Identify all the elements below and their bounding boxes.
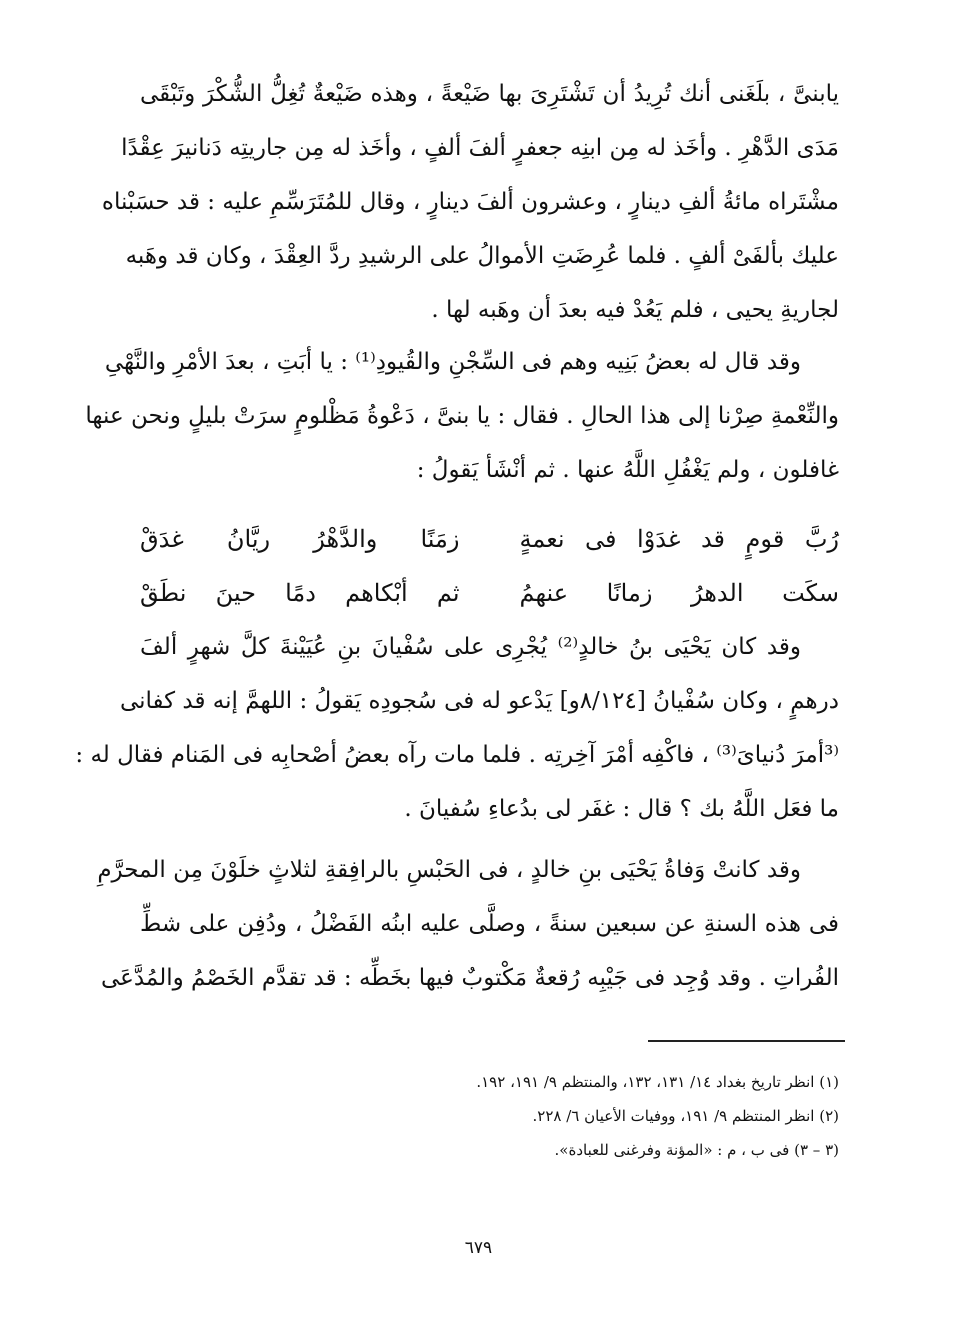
- paragraph-1: [101, 67, 839, 337]
- text-line: ⁽³أمرَ دُنيایَ⁽³⁾ ، فاكْفِه أمْرَ آخِرتِه . فلما مات رآه بعضُ أصْحابِه فى المَنام فقال له :: [75, 742, 839, 768]
- text-line: ما فعَل اللَّهُ بك ؟ قال : غفَر لى بدُعاءِ سُفيانَ .: [404, 796, 839, 822]
- text-line: والنِّعْمةِ صِرْنا إلى هذا الحالِ . فقال : يا بنىَّ ، دَعْوةُ مَظْلومٍ سرَتْ بليلٍ ونحن عنها: [85, 403, 839, 429]
- text-line: يابنىَّ ، بلَغَنى أنك تُرِيدُ أن تَشْتَرِىَ بها ضَيْعةً ، وهذه ضَيْعةٌ تُغِلُّ الشُّكْرَ وتَبْقَى: [140, 81, 839, 107]
- text-line: غافلون ، ولم يَغْفُلِ اللَّهُ عنها . ثم أنْشَأ يَقولُ :: [416, 457, 839, 483]
- text-line: مشْتَراه مائةُ ألفِ دينارٍ ، وعشرون ألفَ دينارٍ ، وقال للمُتَرَسِّمِ عليه : قد حسَبْناه: [101, 189, 839, 215]
- paragraph-3: [75, 620, 839, 836]
- text-line: وقد قال له بعضُ بَنِيه وهم فى السِّجْنِ والقُيودِ⁽¹⁾ : يا أبَتِ ، بعدَ الأمْرِ والنَّهْىِ: [104, 349, 801, 375]
- footnote-separator: [648, 1040, 845, 1042]
- page-number: ٦٧٩: [464, 1238, 493, 1258]
- text-line: فى هذه السنةِ عن سبعين سنةً ، وصلَّى عليه ابنُه الفَضْلُ ، ودُفِن على شطِّ: [140, 911, 839, 937]
- verse-first-hemistich: رُبَّ قومٍ قد غدَوْا فى نعمةٍ: [519, 525, 839, 553]
- footnote-3: (٣ – ٣) فى ب ، م : «المؤنة وفرغنى للعبادة».: [554, 1141, 839, 1159]
- text-line: وقد كان يَحْيَى بنُ خالدٍ⁽²⁾ يُجْرِى على سُفْيانَ بنِ عُيَيْنةَ كلَّ شهرٍ ألفَ: [140, 634, 801, 660]
- verse-1: [140, 512, 839, 566]
- text-line: الفُراتِ . وقد وُجِد فى جَيْبِه رُقعةٌ مَكْتوبٌ فيها بخَطِّه : قد تقدَّم الخَصْمُ والمُدَّعَى: [100, 965, 839, 991]
- text-line: عليك بألفَىْ ألفٍ . فلما عُرِضَتِ الأموالُ على الرشيدِ ردَّ العِقْدَ ، وكان قد وهَبه: [125, 243, 839, 269]
- poem: [140, 512, 839, 620]
- verse-second-hemistich: ثم أبْكاهم دمًا حينَ نطَقْ: [140, 579, 460, 607]
- text-line: مَدَى الدَّهْرِ . وأخَذ له مِن ابنِه جعفرٍ ألفَ ألفٍ ، وأخَذ له مِن جاريتِه دَنانيرَ عِقْدًا: [121, 135, 839, 161]
- footnote-2: (٢) انظر المنتظم ٩/ ١٩١، ووفيات الأعيان ٦/ ٢٢٨.: [532, 1107, 839, 1125]
- verse-first-hemistich: سكَت الدهرُ زمانًا عنهمُ: [519, 579, 839, 607]
- text-line: لجاريةِ يحيى ، فلم يَعُدْ فيه بعدَ أن وهَبه لها .: [431, 297, 839, 323]
- text-line: وقد كانتْ وَفاةُ يَحْيَى بنِ خالدٍ ، فى الحَبْسِ بالرافِقةِ لثلاثٍ خلَوْنَ مِن المحرَّمِ: [97, 857, 801, 883]
- text-line: درهمٍ ، وكان سُفْيانُ [٨/١٢٤و] يَدْعو له فى سُجودِه يَقولُ : اللهمَّ إنه قد كفانى: [119, 688, 839, 714]
- verse-2: [140, 566, 839, 620]
- paragraph-2: [85, 335, 839, 497]
- verse-second-hemistich: زمَنًا والدَّهْرُ ريَّانُ غدَقْ: [140, 525, 460, 553]
- paragraph-4: [97, 843, 839, 1005]
- footnote-1: (١) انظر تاريخ بغداد ١٤/ ١٣١، ١٣٢، والمنتظم ٩/ ١٩١، ١٩٢.: [476, 1073, 839, 1091]
